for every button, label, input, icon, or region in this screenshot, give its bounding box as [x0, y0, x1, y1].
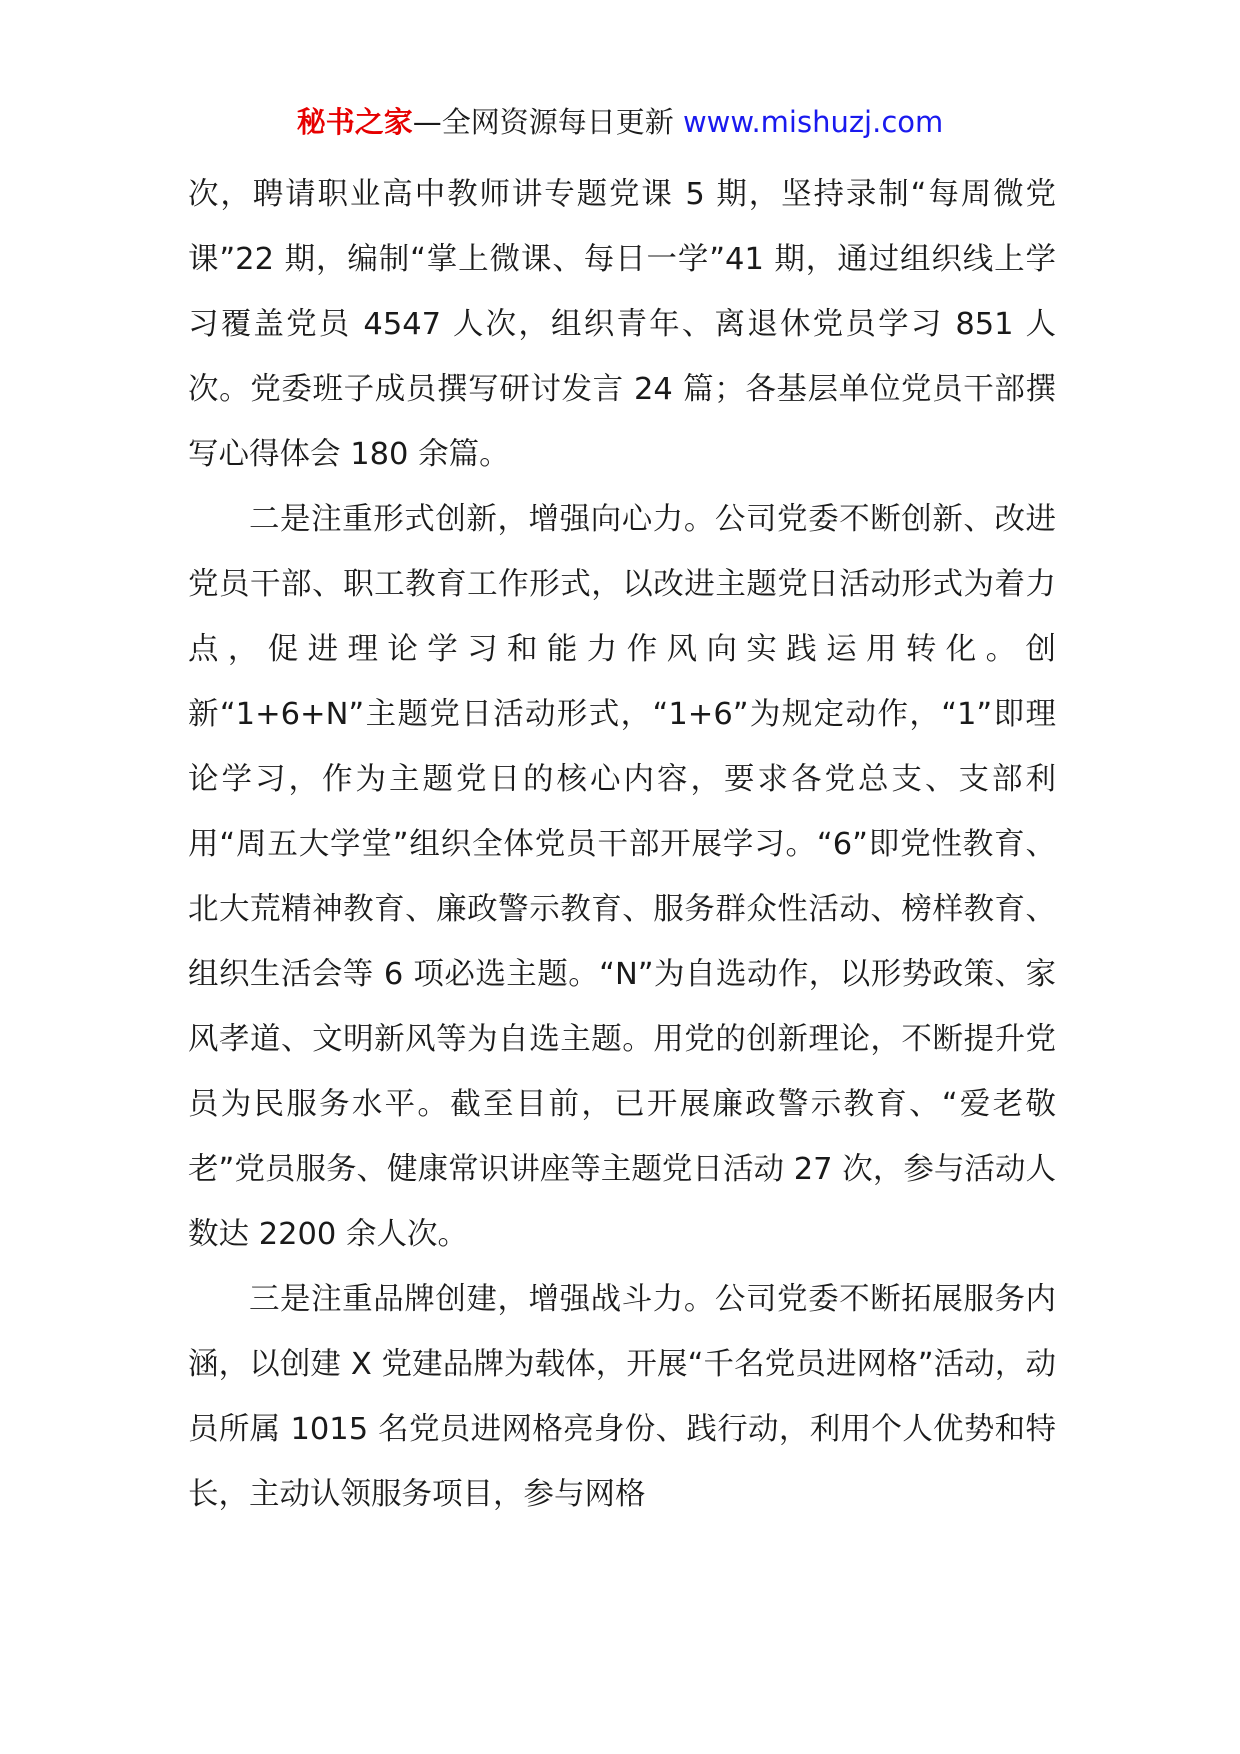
paragraph-form-innovation: 二是注重形式创新，增强向心力。公司党委不断创新、改进党员干部、职工教育工作形式，以改进主题党日活动形式为着力点，促进理论学习和能力作风向实践运用转化。创新“1+6+N”主题党日活动形式，“1+6”为规定动作，“1”即理论学习，作为主题党日的核心内容，要求各党总支、支部利用“周五大学堂”组织全体党员干部开展学习。“6”即党性教育、北大荒精神教育、廉政警示教育、服务群众性活动、榜样教育、组织生活会等 6 项必选主题。“N”为自选动作，以形势政策、家风孝道、文明新风等为自选主题。用党的创新理论，不断提升党员为民服务水平。截至目前，已开展廉政警示教育、“爱老敬老”党员服务、健康常识讲座等主题党日活动 27 次，参与活动人数达 2200 余人次。	[188, 502, 1056, 1252]
header-tagline: —全网资源每日更新	[412, 105, 683, 139]
brand-name: 秘书之家	[296, 105, 413, 139]
header-url-link[interactable]: www.mishuzj.com	[682, 105, 944, 139]
paragraph-continuation: 次，聘请职业高中教师讲专题党课 5 期，坚持录制“每周微党课”22 期，编制“掌上微课、每日一学”41 期，通过组织线上学习覆盖党员 4547 人次，组织青年、离退休党员学习 851 人次。党委班子成员撰写研讨发言 24 篇；各基层单位党员干部撰写心得体会 180 余篇。	[188, 177, 1056, 472]
document-body	[188, 162, 1056, 1527]
page-header	[0, 100, 1240, 144]
paragraph-brand-creation: 三是注重品牌创建，增强战斗力。公司党委不断拓展服务内涵，以创建 X 党建品牌为载体，开展“千名党员进网格”活动，动员所属 1015 名党员进网格亮身份、践行动，利用个人优势和特长，主动认领服务项目，参与网格	[188, 1282, 1056, 1512]
